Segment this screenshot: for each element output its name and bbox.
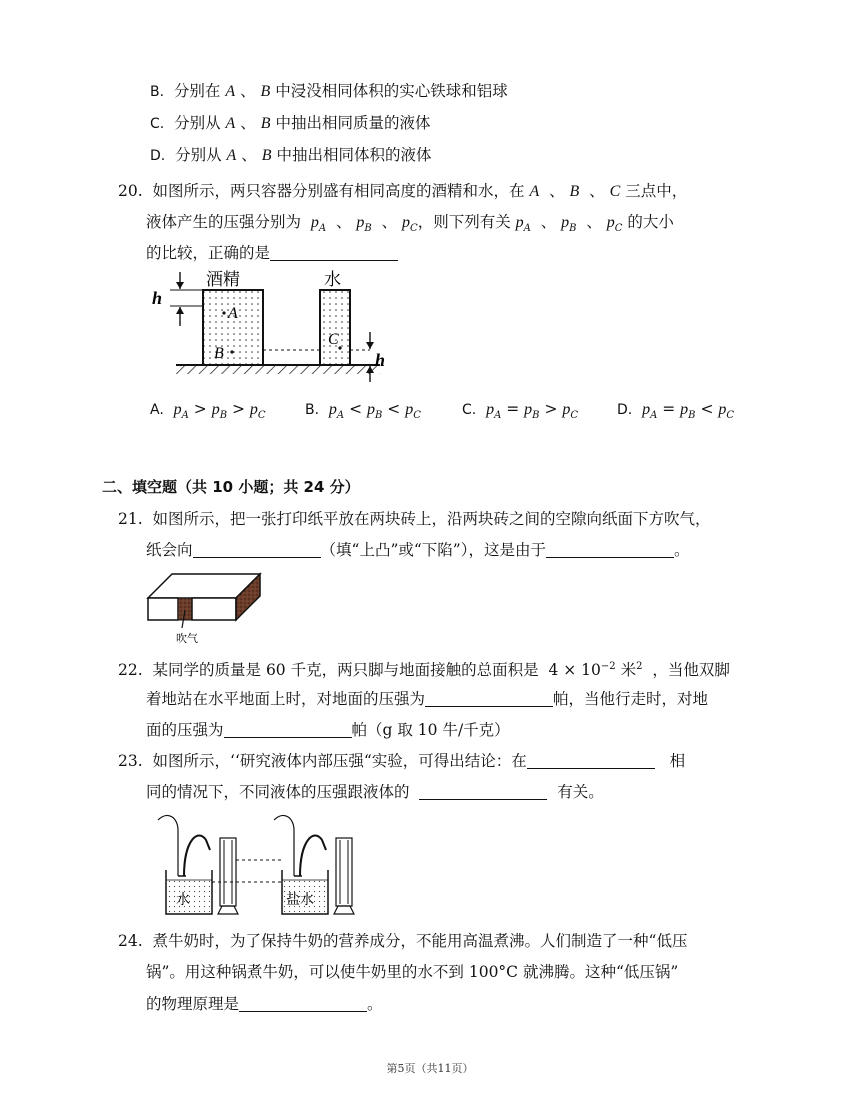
svg-text:吹气: 吹气	[176, 632, 198, 645]
q20-option-d: D. $p_A = p_B < p_C$	[617, 400, 735, 422]
answer-blank[interactable]	[546, 541, 674, 558]
answer-blank[interactable]	[419, 783, 547, 800]
q19-option-b: B. 分别在 A 、 B 中浸没相同体积的实心铁球和铝球	[150, 82, 508, 100]
svg-text:水: 水	[324, 270, 341, 290]
answer-blank[interactable]	[239, 995, 367, 1012]
q20-line3: 的比较，正确的是	[146, 242, 398, 264]
q22-line3: 面的压强为 帕（g 取 10 牛/千克）	[146, 721, 510, 739]
q21-figure	[144, 566, 274, 646]
section-heading: 二、填空题（共 10 小题；共 24 分）	[102, 478, 360, 496]
q20-line1: 20. 如图所示，两只容器分别盛有相同高度的酒精和水，在 A 、 B 、 C 三点中，	[118, 182, 688, 200]
q19-option-d: D. 分别从 A 、 B 中抽出相同体积的液体	[150, 146, 432, 164]
answer-blank[interactable]	[193, 541, 321, 558]
q19-option-c: C. 分别从 A 、 B 中抽出相同质量的液体	[150, 114, 431, 132]
svg-text:酒精: 酒精	[206, 270, 240, 290]
q24-line1: 24. 煮牛奶时，为了保持牛奶的营养成分，不能用高温煮沸。人们制造了一种“低压	[118, 932, 688, 950]
q24-line2: 锅”。用这种锅煮牛奶，可以使牛奶里的水不到 100°C 就沸腾。这种“低压锅”	[146, 963, 679, 981]
answer-blank[interactable]	[527, 752, 655, 769]
q20-option-b: B. $p_A < p_B < p_C$	[305, 400, 421, 422]
answer-blank[interactable]	[270, 244, 398, 261]
svg-text:A: A	[228, 305, 238, 322]
q23-figure	[148, 800, 368, 920]
q22-line1: 22. 某同学的质量是 60 千克，两只脚与地面接触的总面积是 $4 \times 10^{-2}$ 米$^2$ ，当他双脚	[118, 661, 730, 680]
answer-blank[interactable]	[224, 721, 352, 738]
q21-line2: 纸会向 （填“上凸”或“下陷”），这是由于 。	[146, 541, 690, 559]
answer-blank[interactable]	[425, 690, 553, 707]
svg-text:B: B	[214, 345, 224, 362]
q22-line2: 着地站在水平地面上时，对地面的压强为 帕，当他行走时，对地	[146, 690, 709, 708]
svg-text:水: 水	[176, 892, 190, 908]
q21-line1: 21. 如图所示，把一张打印纸平放在两块砖上，沿两块砖之间的空隙向纸面下方吹气，	[118, 510, 711, 528]
page-footer: 第5页（共11页）	[386, 1062, 474, 1075]
q20-figure	[148, 266, 388, 386]
q23-line1: 23. 如图所示，‘‘研究液体内部压强“实验，可得出结论：在 相	[118, 752, 686, 770]
q20-line2: 液体产生的压强分别为 $p_A$ 、 $p_B$ 、 $p_C$，则下列有关 $p_A$ 、 $p_B$ 、 $p_C$ 的大小	[146, 213, 674, 235]
svg-text:盐水: 盐水	[286, 892, 314, 908]
svg-text:C: C	[328, 331, 339, 348]
q20-option-a: A. $p_A > p_B > p_C$	[150, 400, 266, 422]
q24-line3: 的物理原理是 。	[146, 995, 383, 1013]
svg-text:h: h	[152, 288, 163, 308]
q20-option-c: C. $p_A = p_B > p_C$	[462, 400, 579, 422]
q23-line2: 同的情况下，不同液体的压强跟液体的 有关。	[146, 783, 604, 801]
svg-text:h: h	[375, 350, 386, 370]
